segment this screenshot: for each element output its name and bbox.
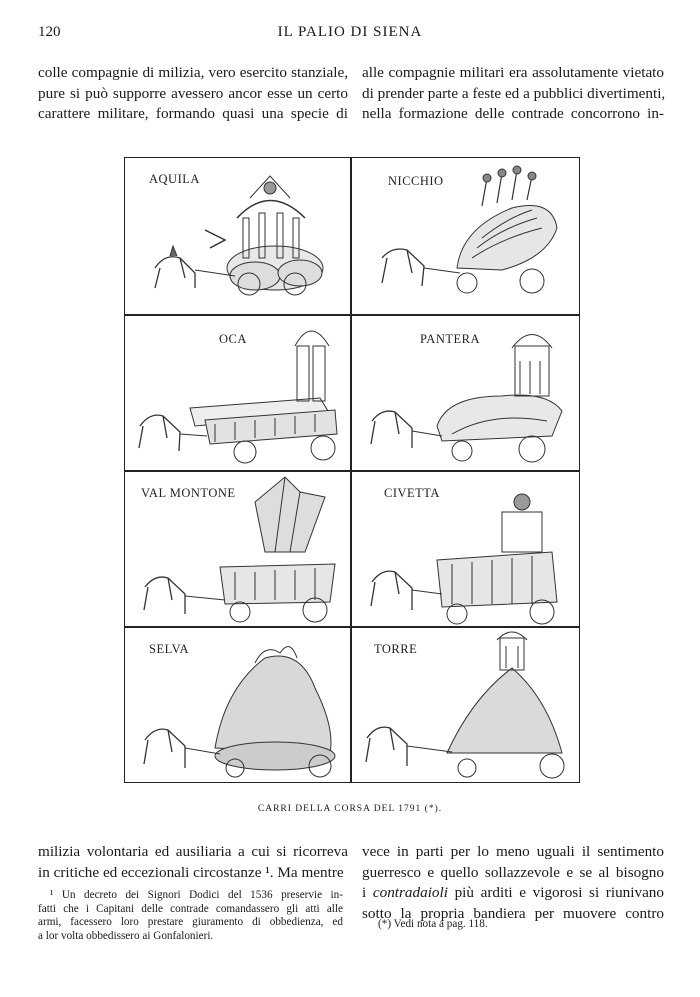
panel-torre: [352, 628, 577, 784]
panel-pantera: [352, 316, 577, 472]
forest-float-illustration: [125, 628, 350, 784]
eagle-float-illustration: [125, 158, 350, 314]
footnote-left: [38, 889, 343, 943]
text-line: carattere militare, formando quasi una specie di: [38, 105, 348, 122]
panther-float-illustration: [352, 316, 577, 472]
shell-float-illustration: [352, 158, 577, 314]
panel-civetta: [352, 472, 577, 628]
text-line: alle compagnie militari era assolutamente vietato: [362, 64, 664, 81]
top-left-column: [38, 63, 348, 125]
plate-caption: CARRI DELLA CORSA DEL 1791 (*).: [257, 804, 443, 814]
footnote-right: (*) Vedi nota a pag. 118.: [378, 918, 488, 930]
running-title: IL PALIO DI SIENA: [277, 24, 423, 40]
text-line: di prender parte a feste ed a pubblici divertimenti,: [362, 84, 666, 102]
panel-label: OCA: [219, 332, 247, 346]
text-line: vece in parti per lo meno uguali il sentimento: [362, 843, 664, 860]
owl-float-illustration: [352, 472, 577, 628]
panel-label: TORRE: [374, 642, 418, 656]
engraving-plate: [124, 157, 580, 783]
text-fragment: i: [362, 884, 367, 901]
footnote-line: fatti che i Capitani delle contrade comandassero gli atti alle: [38, 902, 343, 915]
text-line: in critiche ed eccezionali circostanze ¹. Ma mentre: [38, 863, 344, 881]
text-line: [362, 883, 664, 904]
panel-val-montone: [125, 472, 350, 628]
text-line: pure si può supporre avessero ancor esse un certo: [38, 84, 348, 102]
bottom-left-column: [38, 842, 348, 883]
text-line: colle compagnie di milizia, vero esercito stanziale,: [38, 64, 348, 81]
panel-nicchio: [352, 158, 577, 314]
panel-selva: [125, 628, 350, 784]
tower-float-illustration: [352, 628, 577, 784]
panel-label: SELVA: [149, 642, 190, 656]
panel-label: VAL MONTONE: [141, 486, 236, 500]
footnote-line: ¹ Un decreto dei Signori Dodici del 1536 preservie in-: [50, 889, 343, 901]
bottom-right-column: [362, 842, 664, 924]
text-line: nella formazione delle contrade concorrono in-: [362, 105, 664, 122]
text-line: sotto la propria bandiera per muovere contro: [362, 904, 664, 922]
footnote-line: a lor volta obbedissero ai Gonfalonieri.: [38, 929, 214, 942]
goose-float-illustration: [125, 316, 350, 472]
panel-label: CIVETTA: [384, 486, 440, 500]
page-header: [0, 24, 700, 44]
footnote-line: armi, facessero loro prestare giuramento di obbedienza, ed: [38, 916, 343, 928]
ram-float-illustration: [125, 472, 350, 628]
italic-term: contradaioli: [372, 884, 448, 901]
panel-oca: [125, 316, 350, 472]
page-number: 120: [38, 24, 61, 40]
panel-label: NICCHIO: [388, 174, 444, 188]
panel-label: AQUILA: [149, 172, 200, 186]
text-line: milizia volontaria ed ausiliaria a cui si ricorreva: [38, 843, 348, 860]
text-fragment: più arditi e vigorosi si riunivano: [454, 884, 664, 901]
top-right-column: [362, 63, 664, 125]
text-line: guerresco e quello sollazzevole e se al bisogno: [362, 863, 664, 881]
panel-label: PANTERA: [420, 332, 480, 346]
panel-aquila: [125, 158, 350, 314]
